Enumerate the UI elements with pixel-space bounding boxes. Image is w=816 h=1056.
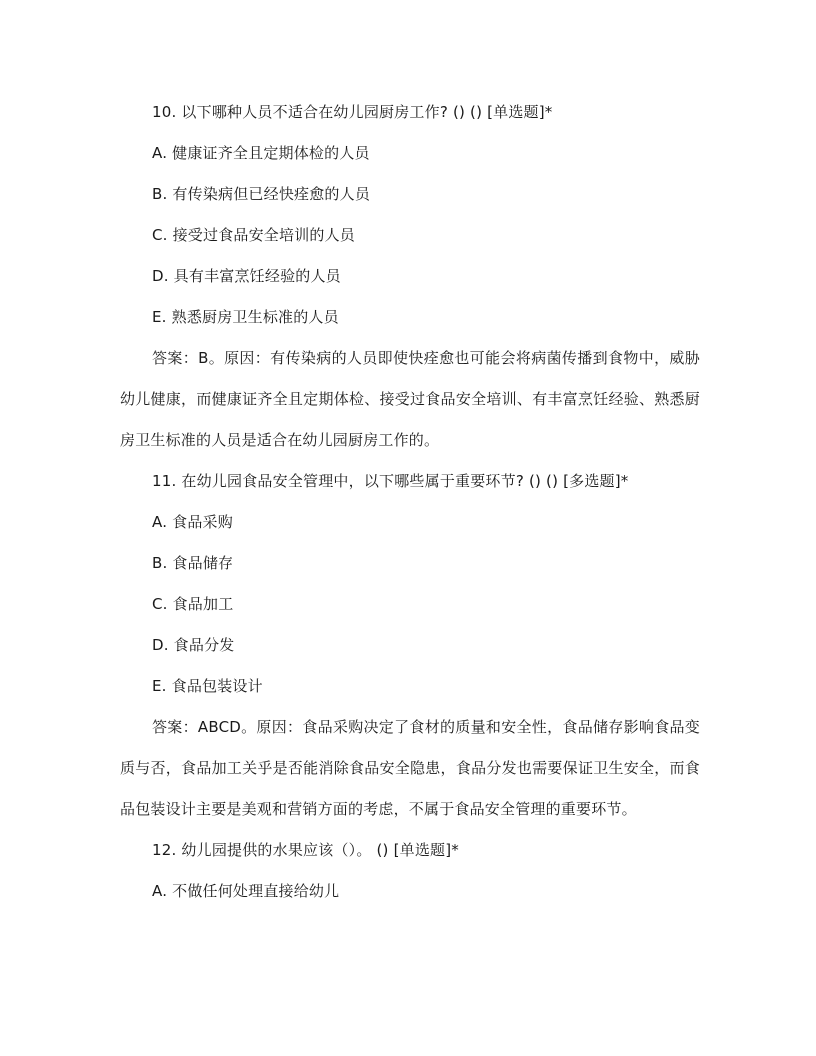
question-10-option-c: C. 接受过食品安全培训的人员 xyxy=(152,226,356,244)
question-10-option-a: A. 健康证齐全且定期体检的人员 xyxy=(152,144,370,162)
question-11-answer: 答案：ABCD。原因：食品采购决定了食材的质量和安全性，食品储存影响食品变质与否，食品加工关乎是否能消除食品安全隐患，食品分发也需要保证卫生安全，而食品包装设计主要是美观和营销方面的考虑，不属于食品安全管理的重要环节。 xyxy=(120,718,700,818)
question-11-option-b: B. 食品储存 xyxy=(152,554,234,572)
question-11-stem: 11. 在幼儿园食品安全管理中，以下哪些属于重要环节? () () [多选题]* xyxy=(152,472,629,490)
question-10-option-b: B. 有传染病但已经快痊愈的人员 xyxy=(152,185,371,203)
question-10-stem: 10. 以下哪种人员不适合在幼儿园厨房工作? () () [单选题]* xyxy=(152,103,553,121)
question-11-option-d: D. 食品分发 xyxy=(152,636,235,654)
question-10-option-e: E. 熟悉厨房卫生标准的人员 xyxy=(152,308,339,326)
question-11-option-e: E. 食品包装设计 xyxy=(152,677,263,695)
question-11-option-a: A. 食品采购 xyxy=(152,513,233,531)
question-11-option-c: C. 食品加工 xyxy=(152,595,234,613)
question-12-option-a: A. 不做任何处理直接给幼儿 xyxy=(152,882,340,900)
question-10-answer: 答案：B。原因：有传染病的人员即使快痊愈也可能会将病菌传播到食物中，威胁幼儿健康，而健康证齐全且定期体检、接受过食品安全培训、有丰富烹饪经验、熟悉厨房卫生标准的人员是适合在幼儿园厨房工作的。 xyxy=(120,349,700,449)
question-12-stem: 12. 幼儿园提供的水果应该（）。 () [单选题]* xyxy=(152,841,459,859)
question-10-option-d: D. 具有丰富烹饪经验的人员 xyxy=(152,267,341,285)
question-content xyxy=(120,92,700,912)
